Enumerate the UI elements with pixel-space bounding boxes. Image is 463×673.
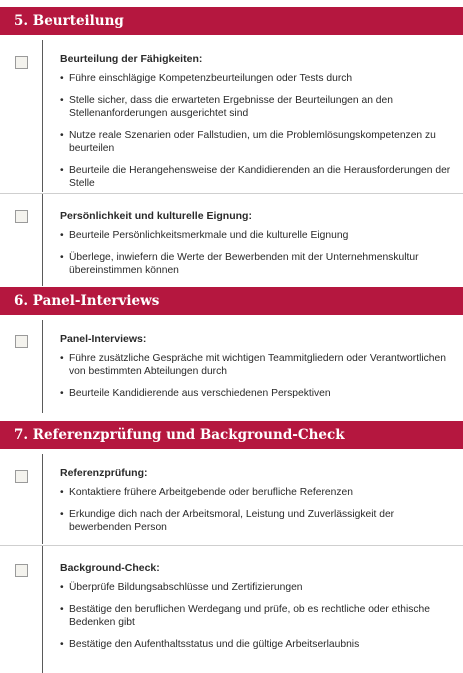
checkbox-referenzpruefung[interactable] bbox=[15, 470, 28, 483]
divider-line bbox=[42, 454, 43, 544]
list-item: • Erkundige dich nach der Arbeitsmoral, Leistung und Zuverlässigkeit der bewerbenden Person bbox=[60, 508, 452, 534]
group-heading: Beurteilung der Fähigkeiten: bbox=[60, 53, 203, 65]
list-item: • Bestätige den Aufenthaltsstatus und die gültige Arbeitserlaubnis bbox=[60, 638, 452, 651]
list-item: • Beurteile Persönlichkeitsmerkmale und die kulturelle Eignung bbox=[60, 229, 452, 242]
section-header-referenzpruefung: 7. Referenzprüfung und Background-Check bbox=[0, 421, 463, 449]
list-item: • Stelle sicher, dass die erwarteten Ergebnisse der Beurteilungen an den Stellenanforderungen ausgerichtet sind bbox=[60, 94, 452, 120]
row-separator bbox=[0, 193, 463, 194]
section-header-beurteilung: 5. Beurteilung bbox=[0, 7, 463, 35]
section-header-panel-interviews: 6. Panel-Interviews bbox=[0, 287, 463, 315]
list-item: • Bestätige den beruflichen Werdegang und prüfe, ob es rechtliche oder ethische Bedenken gibt bbox=[60, 603, 452, 629]
list-item: • Beurteile Kandidierende aus verschiedenen Perspektiven bbox=[60, 387, 452, 400]
group-content bbox=[60, 210, 452, 277]
group-heading: Panel-Interviews: bbox=[60, 333, 147, 345]
list-item: • Überprüfe Bildungsabschlüsse und Zertifizierungen bbox=[60, 581, 452, 594]
group-content bbox=[60, 562, 452, 651]
checkbox-faehigkeiten[interactable] bbox=[15, 56, 28, 69]
list-item: • Überlege, inwiefern die Werte der Bewerbenden mit der Unternehmenskultur übereinstimmen können bbox=[60, 251, 452, 277]
group-content bbox=[60, 333, 452, 400]
group-content bbox=[60, 53, 452, 190]
checkbox-background-check[interactable] bbox=[15, 564, 28, 577]
group-heading: Persönlichkeit und kulturelle Eignung: bbox=[60, 210, 252, 222]
group-content bbox=[60, 467, 452, 534]
list-item: • Kontaktiere frühere Arbeitgebende oder berufliche Referenzen bbox=[60, 486, 452, 499]
list-item: • Führe einschlägige Kompetenzbeurteilungen oder Tests durch bbox=[60, 72, 452, 85]
divider-line bbox=[42, 194, 43, 286]
list-item: • Beurteile die Herangehensweise der Kandidierenden an die Herausforderungen der Stelle bbox=[60, 164, 452, 190]
row-separator bbox=[0, 545, 463, 546]
checkbox-persoenlichkeit[interactable] bbox=[15, 210, 28, 223]
group-heading: Background-Check: bbox=[60, 562, 160, 574]
list-item: • Nutze reale Szenarien oder Fallstudien, um die Problemlösungskompetenzen zu beurteilen bbox=[60, 129, 452, 155]
checkbox-panel-interviews[interactable] bbox=[15, 335, 28, 348]
divider-line bbox=[42, 40, 43, 192]
group-heading: Referenzprüfung: bbox=[60, 467, 148, 479]
divider-line bbox=[42, 320, 43, 413]
divider-line bbox=[42, 546, 43, 673]
list-item: • Führe zusätzliche Gespräche mit wichtigen Teammitgliedern oder Verantwortlichen von bestimmten Abteilungen durch bbox=[60, 352, 452, 378]
